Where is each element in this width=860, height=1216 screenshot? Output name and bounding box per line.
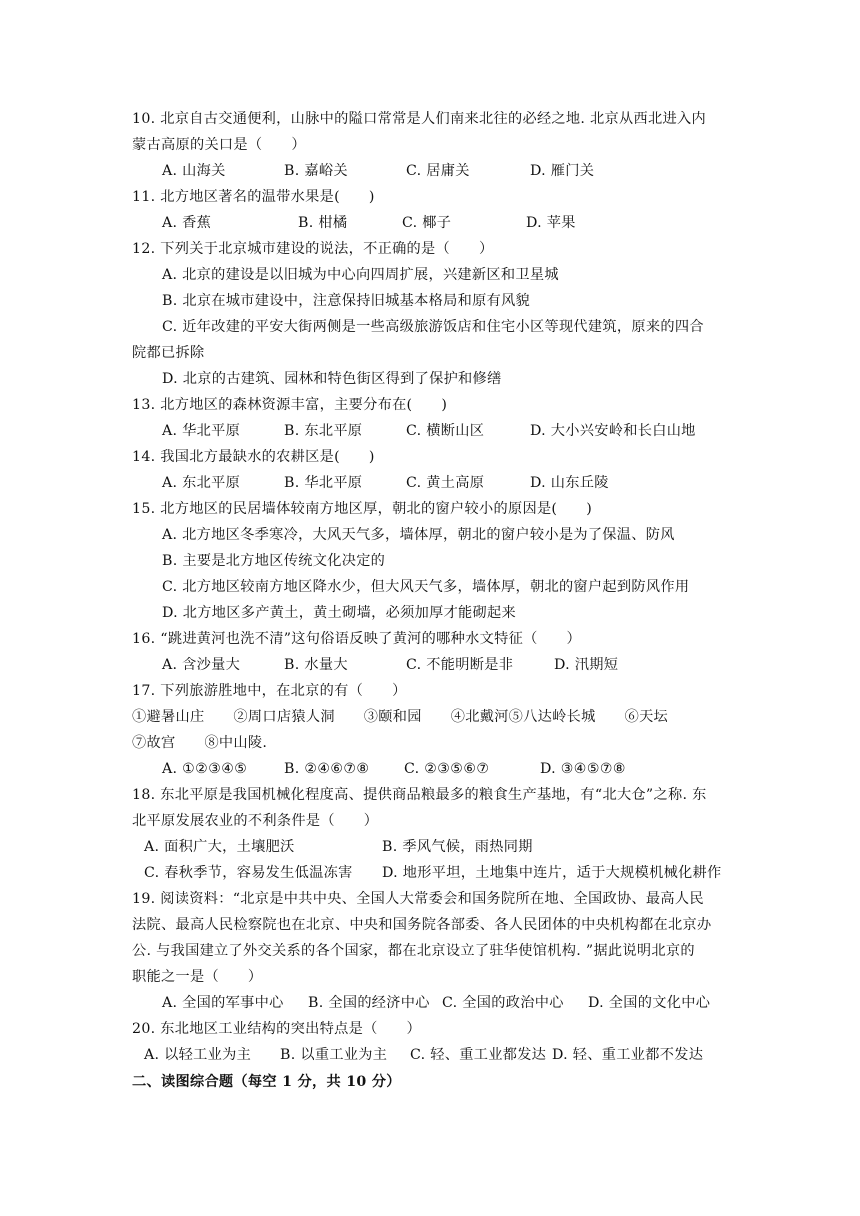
section-2-heading: 二、读图综合题（每空 1 分，共 10 分） [132,1074,401,1090]
q16-option-c: C. 不能明断是非 [406,657,514,673]
q20-option-a: A. 以轻工业为主 [144,1047,252,1063]
q13-options [162,422,696,440]
q11-option-b: B. 柑橘 [298,215,348,231]
q18-option-b: B. 季风气候，雨热同期 [382,839,533,855]
q14-option-c: C. 黄土高原 [406,475,485,491]
q10-option-a: A. 山海关 [162,163,226,179]
q14-options [162,474,609,492]
q12-option-b: B. 北京在城市建设中，注意保持旧城基本格局和原有风貌 [162,293,531,309]
q13-stem: 13. 北方地区的森林资源丰富，主要分布在( ) [132,397,448,413]
q17-option-a: A. ①②③④⑤ [162,761,248,777]
q15-option-b: B. 主要是北方地区传统文化决定的 [162,553,386,569]
q14-option-d: D. 山东丘陵 [530,475,609,491]
q16-option-b: B. 水量大 [284,657,348,673]
q10-option-b: B. 嘉峪关 [284,163,348,179]
q18-stem-line2: 北平原发展农业的不利条件是（ ） [132,813,379,829]
q10-stem-line2: 蒙古高原的关口是（ ） [132,137,306,153]
q10-options [162,162,594,180]
q15-option-a: A. 北方地区冬季寒冷，大风天气多，墙体厚，朝北的窗户较小是为了保温、防风 [162,527,675,543]
q10-option-c: C. 居庸关 [406,163,470,179]
q18-option-c: C. 春秋季节，容易发生低温冻害 [144,865,353,881]
q17-list-line1: ①避暑山庄 ②周口店猿人洞 ③颐和园 ④北戴河⑤八达岭长城 ⑥天坛 [132,709,669,725]
q19-stem-line2: 法院、最高人民检察院也在北京、中央和国务院各部委、各人民团体的中央机构都在北京办 [132,917,712,933]
q14-option-b: B. 华北平原 [284,475,363,491]
q14-stem: 14. 我国北方最缺水的农耕区是( ) [132,449,375,465]
q17-option-b: B. ②④⑥⑦⑧ [284,761,370,777]
q17-option-d: D. ③④⑤⑦⑧ [540,761,626,777]
q15-option-c: C. 北方地区较南方地区降水少，但大风天气多，墙体厚，朝北的窗户起到防风作用 [162,579,690,595]
q18-option-a: A. 面积广大，土壤肥沃 [144,839,295,855]
q16-stem: 16. “跳进黄河也洗不清”这句俗语反映了黄河的哪种水文特征（ ） [132,631,582,647]
q10-option-d: D. 雁门关 [530,163,595,179]
q11-option-c: C. 椰子 [402,215,452,231]
q12-stem: 12. 下列关于北京城市建设的说法，不正确的是（ ） [132,241,494,257]
q15-option-d: D. 北方地区多产黄土，黄土砌墙，必须加厚才能砌起来 [162,605,517,621]
q17-option-c: C. ②③⑤⑥⑦ [404,761,490,777]
q19-stem-line1: 19. 阅读资料：“北京是中共中央、全国人大常委会和国务院所在地、全国政协、最高人民 [132,891,704,907]
q18-stem-line1: 18. 东北平原是我国机械化程度高、提供商品粮最多的粮食生产基地，有“北大仓”之称. 东 [132,787,707,803]
q19-stem-line4: 职能之一是（ ） [132,969,263,985]
q20-option-c: C. 轻、重工业都发达 [410,1047,547,1063]
q16-option-a: A. 含沙量大 [162,657,241,673]
q18-options-row2 [144,864,722,882]
q13-option-a: A. 华北平原 [162,423,241,439]
q17-options [162,760,626,778]
q17-stem: 17. 下列旅游胜地中，在北京的有（ ） [132,683,407,699]
q20-stem: 20. 东北地区工业结构的突出特点是（ ） [132,1021,422,1037]
q19-option-a: A. 全国的军事中心 [162,995,284,1011]
q10-stem-line1: 10. 北京自古交通便利，山脉中的隘口常常是人们南来北往的必经之地. 北京从西北进入内 [132,111,706,127]
q19-stem-line3: 公. 与我国建立了外交关系的各个国家，都在北京设立了驻华使馆机构. ”据此说明北京的 [132,943,695,959]
q11-option-d: D. 苹果 [526,215,576,231]
q13-option-b: B. 东北平原 [284,423,363,439]
q12-option-a: A. 北京的建设是以旧城为中心向四周扩展，兴建新区和卫星城 [162,267,559,283]
q19-options [162,994,710,1012]
q12-option-c-line1: C. 近年改建的平安大街两侧是一些高级旅游饭店和住宅小区等现代建筑，原来的四合 [162,319,704,335]
q18-options-row1 [144,838,533,856]
q11-options [162,214,576,232]
q17-list-line2: ⑦故宫 ⑧中山陵. [132,735,268,751]
q19-option-d: D. 全国的文化中心 [588,995,711,1011]
q13-option-c: C. 横断山区 [406,423,485,439]
q16-options [162,656,618,674]
q11-option-a: A. 香蕉 [162,215,212,231]
q18-option-d: D. 地形平坦，土地集中连片，适于大规模机械化耕作 [382,865,722,881]
q19-option-c: C. 全国的政治中心 [442,995,564,1011]
q12-option-d: D. 北京的古建筑、园林和特色街区得到了保护和修缮 [162,371,502,387]
q13-option-d: D. 大小兴安岭和长白山地 [530,423,696,439]
q16-option-d: D. 汛期短 [554,657,619,673]
q20-options [144,1046,703,1064]
q20-option-b: B. 以重工业为主 [280,1047,388,1063]
q20-option-d: D. 轻、重工业都不发达 [552,1047,704,1063]
q12-option-c-line2: 院都已拆除 [132,345,205,361]
q19-option-b: B. 全国的经济中心 [308,995,430,1011]
q14-option-a: A. 东北平原 [162,475,241,491]
q11-stem: 11. 北方地区著名的温带水果是( ) [132,189,375,205]
q15-stem: 15. 北方地区的民居墙体较南方地区厚，朝北的窗户较小的原因是( ) [132,501,593,517]
